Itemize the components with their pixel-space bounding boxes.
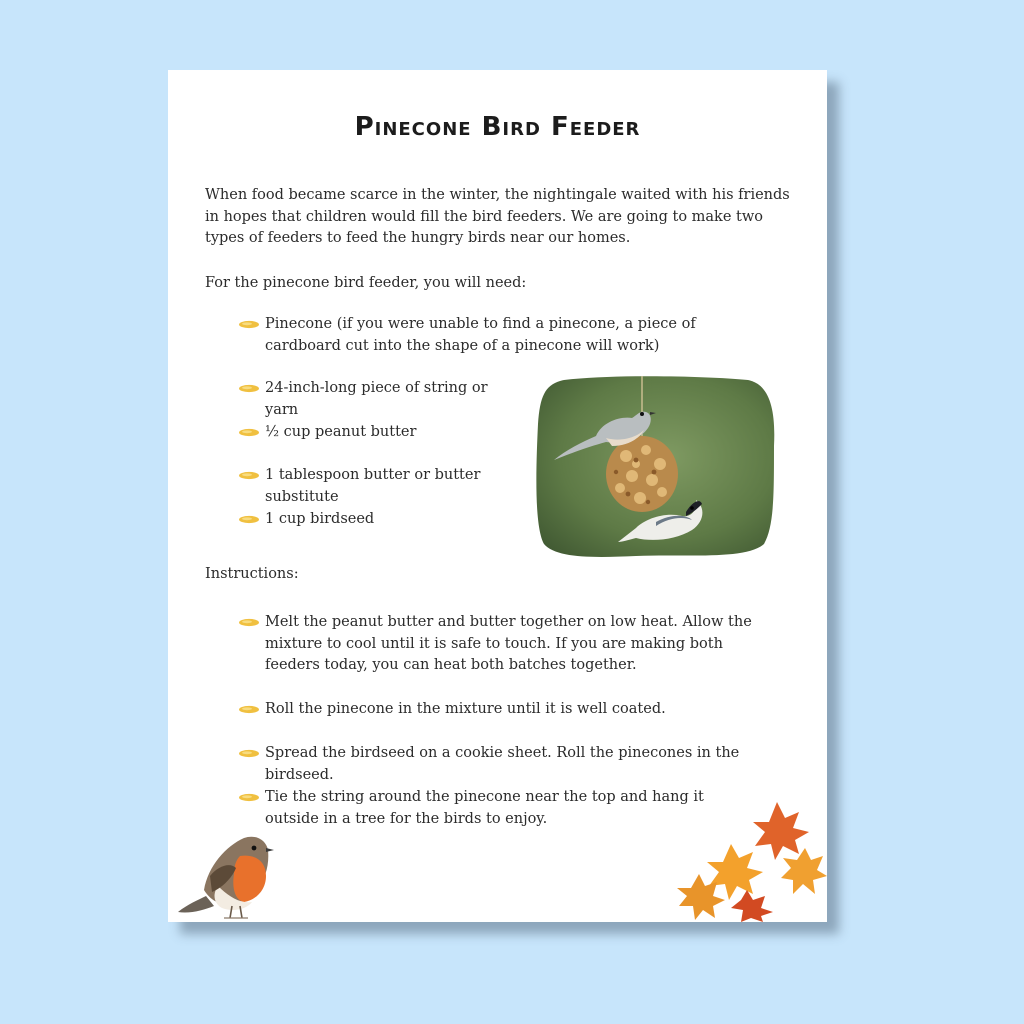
instruction-text: Melt the peanut butter and butter together on low heat. Allow the mixture to cool until it is safe to touch. If you are making both feeders today, you can heat both batches together.	[265, 614, 752, 673]
supplies-heading: For the pinecone bird feeder, you will need:	[205, 275, 527, 291]
bird-feeder-photo	[536, 376, 776, 558]
seed-icon	[238, 749, 260, 758]
supply-item	[265, 422, 525, 444]
instruction-item	[265, 699, 765, 721]
seed-icon	[238, 471, 260, 480]
instruction-text: Roll the pinecone in the mixture until it is well coated.	[265, 701, 666, 717]
supply-item	[265, 509, 525, 531]
instruction-text: Spread the birdseed on a cookie sheet. Roll the pinecones in the birdseed.	[265, 745, 740, 783]
seed-icon	[238, 618, 260, 627]
worksheet-page	[168, 70, 827, 922]
supply-text: 1 tablespoon butter or butter substitute	[265, 467, 481, 505]
supply-text: Pinecone (if you were unable to find a pinecone, a piece of cardboard cut into the shape of a pinecone will work)	[265, 316, 696, 354]
seed-icon	[238, 705, 260, 714]
supply-text: 1 cup birdseed	[265, 511, 375, 527]
supply-text: ½ cup peanut butter	[265, 424, 417, 440]
instructions-heading: Instructions:	[205, 566, 299, 582]
supply-item	[265, 314, 765, 357]
instruction-text: Tie the string around the pinecone near the top and hang it outside in a tree for the birds to enjoy.	[265, 789, 704, 827]
seed-icon	[238, 384, 260, 393]
instruction-item	[265, 612, 755, 677]
intro-paragraph: When food became scarce in the winter, the nightingale waited with his friends in hopes that children would fill the bird feeders. We are going to make two types of feeders to feed the hungry birds near our homes.	[205, 187, 790, 246]
seed-icon	[238, 428, 260, 437]
robin-illustration	[174, 830, 274, 922]
seed-icon	[238, 515, 260, 524]
seed-icon	[238, 793, 260, 802]
page-title: Pinecone Bird Feeder	[354, 112, 641, 142]
supply-item	[265, 465, 530, 508]
seed-icon	[238, 320, 260, 329]
supply-item	[265, 378, 525, 421]
autumn-leaves-illustration	[673, 800, 827, 922]
instruction-item	[265, 743, 785, 786]
supply-text: 24-inch-long piece of string or yarn	[265, 380, 488, 418]
